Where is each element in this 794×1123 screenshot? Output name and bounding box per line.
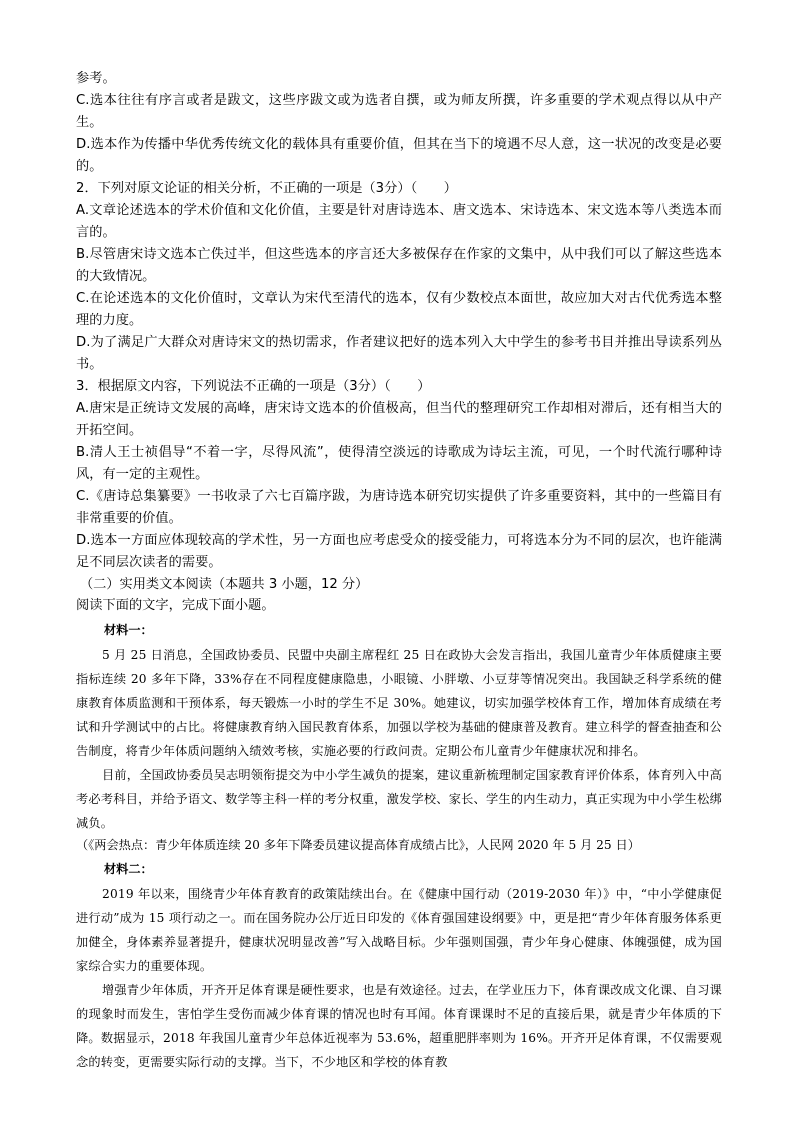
question-3-option-b: B.清人王士祯倡导“不着一字，尽得风流”，使得清空淡远的诗歌成为诗坛主流，可见，一个时代流行哪种诗风，有一定的主观性。 [76, 445, 722, 482]
question-2-option-d: D.为了满足广大群众对唐诗宋文的热切需求，作者建议把好的选本列入大中学生的参考书目并推出导读系列丛书。 [76, 335, 722, 372]
question-2-stem: 2．下列对原文论证的相关分析，不正确的一项是（3分）（ ） [76, 181, 457, 196]
material-1-paragraph: 目前，全国政协委员吴志明领衔提交为中小学生减负的提案，建议重新梳理制定国家教育评价体系，体育列入中高考必考科目，并给予语文、数学等主科一样的考分权重，激发学校、家长、学生的内生动力，真正实现为中小学生松绑减负。 [76, 768, 722, 830]
question-2-option-b: B.尽管唐宋诗文选本亡佚过半，但这些选本的序言还大多被保存在作家的文集中，从中我们可以了解这些选本的大致情况。 [76, 247, 722, 284]
section-2-title: （二）实用类文本阅读（本题共 3 小题，12 分） [80, 577, 369, 592]
section-2-intro: 阅读下面的文字，完成下面小题。 [76, 598, 275, 613]
question-2-option-a: A.文章论述选本的学术价值和文化价值，主要是针对唐诗选本、唐文选本、宋诗选本、宋文选本等八类选本而言的。 [76, 203, 722, 240]
material-2-title: 材料二： [104, 862, 153, 876]
material-2-paragraph: 增强青少年体质，开齐开足体育课是硬性要求，也是有效途径。过去，在学业压力下，体育课改成文化课、自习课的现象时而发生，害怕学生受伤而减少体育课的情况也时有耳闻。体育课课时不足的直接后果，就是青少年体质的下降。数据显示，2018 年我国儿童青少年总体近视率为 53.6%，超重肥胖率则为 16%。开齐开足体育课，不仅需要观念的转变，更需要实际行动的支撑。当下，不少地区和学校的体育教 [76, 983, 722, 1069]
text-line: 参考。 [76, 71, 116, 86]
material-1-source: （《两会热点：青少年体质连续 20 多年下降委员建议提高体育成绩占比》，人民网 2020 年 5 月 25 日） [76, 838, 640, 852]
material-1-paragraph: 5 月 25 日消息，全国政协委员、民盟中央副主席程红 25 日在政协大会发言指出，我国儿童青少年体质健康主要指标连续 20 多年下降，33%存在不同程度健康隐患，小眼镜、小胖墩、小豆芽等情况突出。我国缺乏科学系统的健康教育体质监测和干预体系，每天锻炼一小时的学生不足 30%。她建议，切实加强学校体育工作，增加体育成绩在考试和升学测试中的占比。将健康教育纳入国民教育体系，加强以学校为基础的健康普及教育。建立科学的督查抽查和公告制度，将青少年体质问题纳入绩效考核，实施必要的行政问责。定期公布儿童青少年健康状况和排名。 [76, 648, 722, 758]
question-2-option-c: C.在论述选本的文化价值时，文章认为宋代至清代的选本，仅有少数校点本面世，故应加大对古代优秀选本整理的力度。 [76, 291, 722, 328]
option-c-q1: C.选本往往有序言或者是跋文，这些序跋文或为选者自撰，或为师友所撰，许多重要的学术观点得以从中产生。 [76, 93, 722, 130]
question-3-option-a: A.唐宋是正统诗文发展的高峰，唐宋诗文选本的价值极高，但当代的整理研究工作却相对滞后，还有相当大的开拓空间。 [76, 401, 722, 438]
material-1-title: 材料一： [104, 623, 153, 637]
exam-page [76, 68, 722, 1074]
material-2-paragraph: 2019 年以来，围绕青少年体育教育的政策陆续出台。在《健康中国行动（2019-2030 年）》中，“中小学健康促进行动”成为 15 项行动之一。而在国务院办公厅近日印发的《体育强国建设纲要》中，更是把“青少年体育服务体系更加健全，身体素养显著提升，健康状况明显改善”写入战略目标。少年强则国强，青少年身心健康、体魄强健，成为国家综合实力的重要体现。 [76, 887, 722, 973]
question-3-option-c: C.《唐诗总集纂要》一书收录了六七百篇序跋，为唐诗选本研究切实提供了许多重要资料，其中的一些篇目有非常重要的价值。 [76, 489, 722, 526]
question-3-option-d: D.选本一方面应体现较高的学术性，另一方面也应考虑受众的接受能力，可将选本分为不同的层次，也许能满足不同层次读者的需要。 [76, 533, 722, 570]
question-3-stem: 3．根据原文内容，下列说法不正确的一项是（3分）（ ） [76, 379, 431, 394]
option-d-q1: D.选本作为传播中华优秀传统文化的载体具有重要价值，但其在当下的境遇不尽人意，这一状况的改变是必要的。 [76, 137, 722, 174]
